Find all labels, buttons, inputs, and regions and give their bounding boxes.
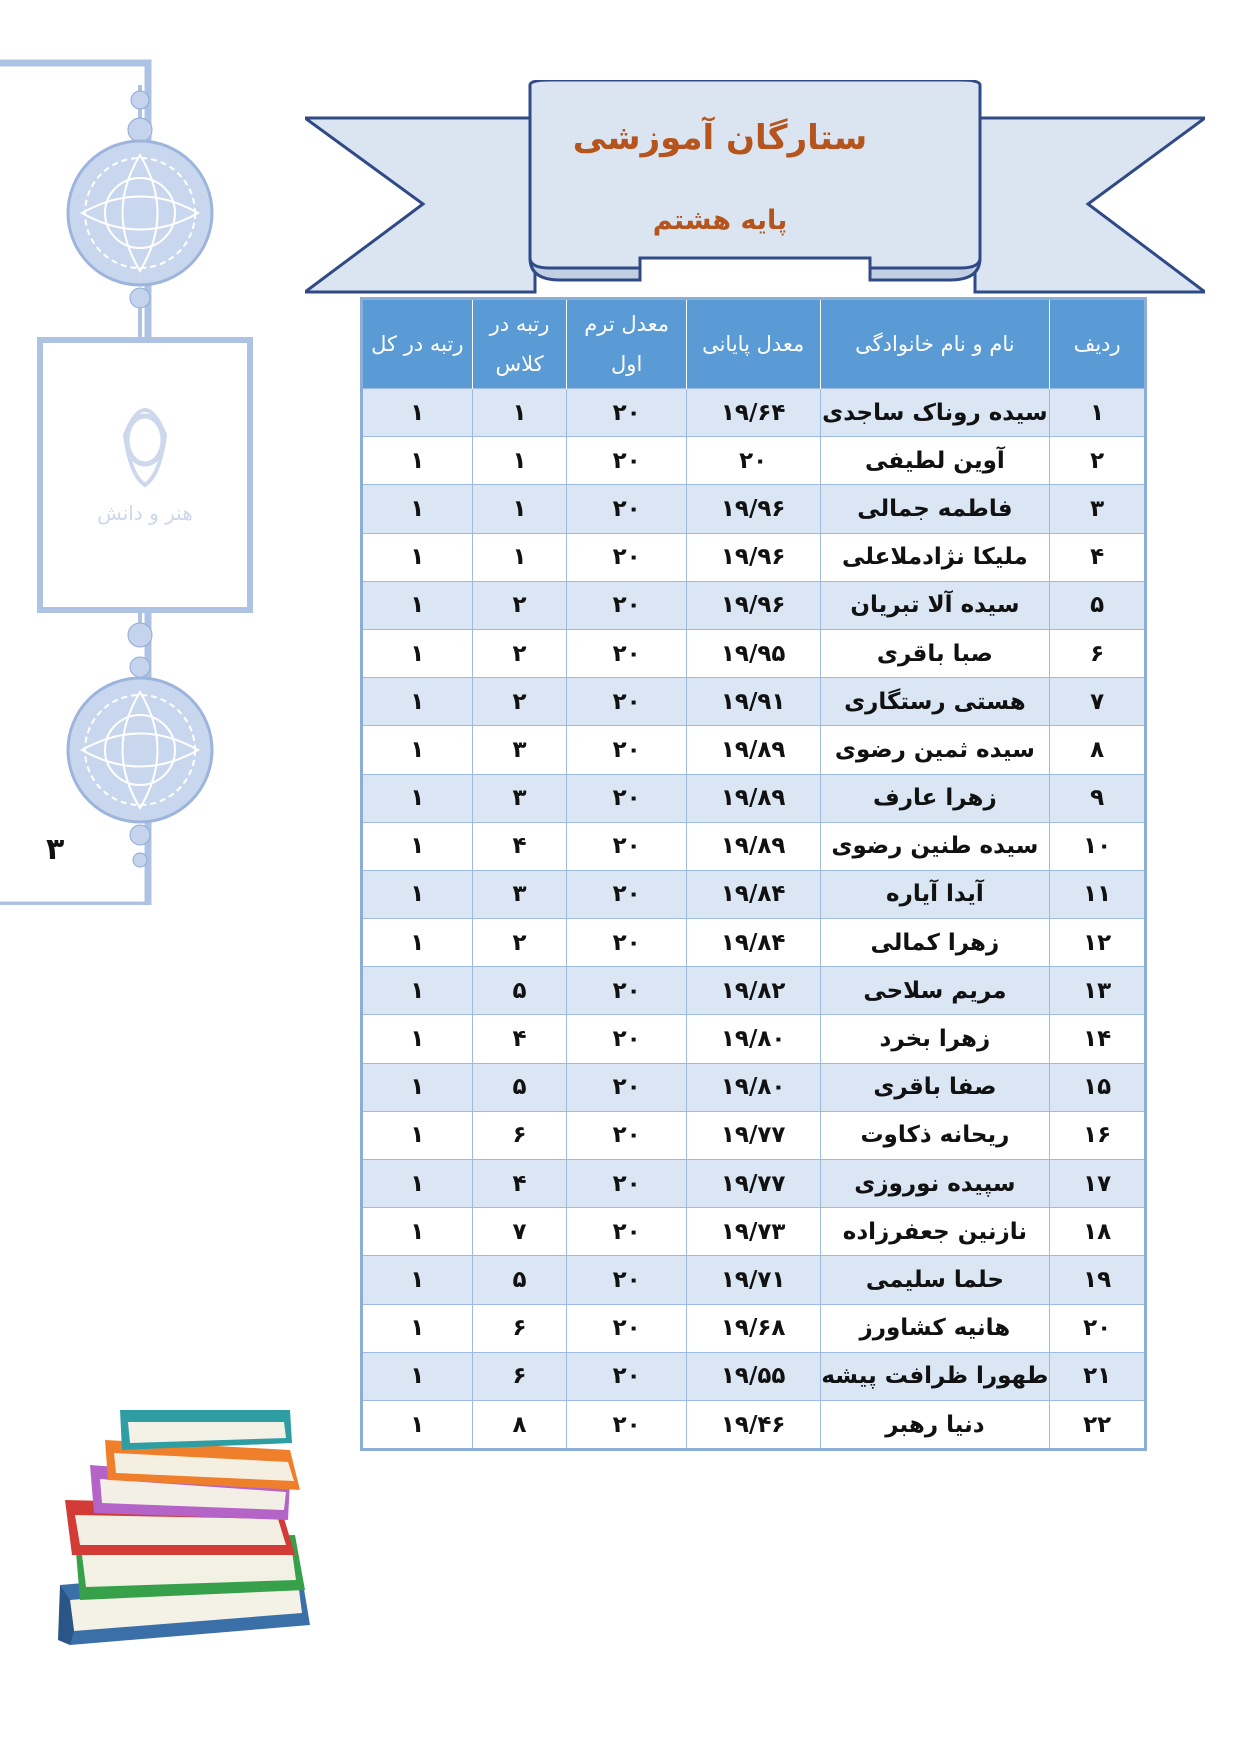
cell-term1-average: ۲۰ (567, 822, 686, 870)
cell-term1-average: ۲۰ (567, 1208, 686, 1256)
cell-name: آوین لطیفی (820, 437, 1050, 485)
cell-total-rank: ۱ (362, 678, 473, 726)
cell-row-number: ۸ (1050, 726, 1146, 774)
cell-final-average: ۱۹/۷۷ (686, 1111, 820, 1159)
cell-total-rank: ۱ (362, 629, 473, 677)
cell-row-number: ۲۰ (1050, 1304, 1146, 1352)
cell-class-rank: ۱ (472, 389, 567, 437)
cell-final-average: ۱۹/۶۸ (686, 1304, 820, 1352)
cell-name: حلما سلیمی (820, 1256, 1050, 1304)
cell-row-number: ۲۱ (1050, 1352, 1146, 1400)
table-row (362, 870, 1146, 918)
cell-name: سیده طنین رضوی (820, 822, 1050, 870)
table-row (362, 1400, 1146, 1449)
cell-name: آیدا آیاره (820, 870, 1050, 918)
table-row (362, 1352, 1146, 1400)
cell-class-rank: ۳ (472, 726, 567, 774)
cell-term1-average: ۲۰ (567, 1063, 686, 1111)
header-name: نام و نام خانوادگی (820, 299, 1050, 389)
cell-total-rank: ۱ (362, 967, 473, 1015)
cell-name: نازنین جعفرزاده (820, 1208, 1050, 1256)
header-class-rank: رتبه در کلاس (472, 299, 567, 389)
cell-term1-average: ۲۰ (567, 1160, 686, 1208)
cell-final-average: ۱۹/۵۵ (686, 1352, 820, 1400)
ornament-medallion-bottom (68, 610, 212, 867)
table-row (362, 967, 1146, 1015)
cell-total-rank: ۱ (362, 437, 473, 485)
cell-total-rank: ۱ (362, 1063, 473, 1111)
cell-row-number: ۱ (1050, 389, 1146, 437)
cell-total-rank: ۱ (362, 1160, 473, 1208)
cell-final-average: ۱۹/۹۶ (686, 581, 820, 629)
table-row (362, 485, 1146, 533)
cell-term1-average: ۲۰ (567, 678, 686, 726)
table-row (362, 533, 1146, 581)
cell-row-number: ۱۹ (1050, 1256, 1146, 1304)
cell-total-rank: ۱ (362, 774, 473, 822)
cell-total-rank: ۱ (362, 1400, 473, 1449)
cell-final-average: ۱۹/۹۱ (686, 678, 820, 726)
cell-final-average: ۱۹/۷۳ (686, 1208, 820, 1256)
cell-class-rank: ۶ (472, 1304, 567, 1352)
cell-total-rank: ۱ (362, 1256, 473, 1304)
cell-total-rank: ۱ (362, 726, 473, 774)
cell-class-rank: ۱ (472, 485, 567, 533)
cell-class-rank: ۴ (472, 1160, 567, 1208)
cell-final-average: ۱۹/۹۵ (686, 629, 820, 677)
cell-total-rank: ۱ (362, 389, 473, 437)
cell-final-average: ۱۹/۴۶ (686, 1400, 820, 1449)
header-row-number: ردیف (1050, 299, 1146, 389)
cell-row-number: ۶ (1050, 629, 1146, 677)
cell-total-rank: ۱ (362, 1304, 473, 1352)
cell-row-number: ۵ (1050, 581, 1146, 629)
cell-row-number: ۹ (1050, 774, 1146, 822)
cell-term1-average: ۲۰ (567, 389, 686, 437)
cell-name: مریم سلاحی (820, 967, 1050, 1015)
cell-class-rank: ۱ (472, 437, 567, 485)
cell-total-rank: ۱ (362, 919, 473, 967)
cell-total-rank: ۱ (362, 1111, 473, 1159)
cell-row-number: ۲۲ (1050, 1400, 1146, 1449)
cell-final-average: ۱۹/۸۴ (686, 870, 820, 918)
table-row (362, 629, 1146, 677)
cell-term1-average: ۲۰ (567, 629, 686, 677)
cell-final-average: ۱۹/۹۶ (686, 485, 820, 533)
cell-final-average: ۱۹/۶۴ (686, 389, 820, 437)
cell-final-average: ۱۹/۸۴ (686, 919, 820, 967)
cell-term1-average: ۲۰ (567, 1352, 686, 1400)
table-row (362, 726, 1146, 774)
cell-total-rank: ۱ (362, 1352, 473, 1400)
cell-final-average: ۱۹/۸۰ (686, 1063, 820, 1111)
cell-final-average: ۱۹/۷۷ (686, 1160, 820, 1208)
cell-term1-average: ۲۰ (567, 870, 686, 918)
table-row (362, 678, 1146, 726)
cell-class-rank: ۵ (472, 1256, 567, 1304)
cell-name: سپیده نوروزی (820, 1160, 1050, 1208)
cell-name: زهرا عارف (820, 774, 1050, 822)
table-row (362, 822, 1146, 870)
table-row (362, 581, 1146, 629)
table-header-row (362, 299, 1146, 389)
cell-row-number: ۱۵ (1050, 1063, 1146, 1111)
cell-final-average: ۱۹/۸۲ (686, 967, 820, 1015)
cell-class-rank: ۲ (472, 919, 567, 967)
cell-total-rank: ۱ (362, 533, 473, 581)
cell-final-average: ۱۹/۸۹ (686, 726, 820, 774)
cell-class-rank: ۲ (472, 629, 567, 677)
page-title: ستارگان آموزشی (572, 118, 868, 158)
table-row (362, 1208, 1146, 1256)
cell-total-rank: ۱ (362, 870, 473, 918)
cell-term1-average: ۲۰ (567, 1111, 686, 1159)
cell-name: صبا باقری (820, 629, 1050, 677)
cell-row-number: ۴ (1050, 533, 1146, 581)
cell-name: فاطمه جمالی (820, 485, 1050, 533)
cell-term1-average: ۲۰ (567, 1304, 686, 1352)
cell-class-rank: ۲ (472, 678, 567, 726)
cell-total-rank: ۱ (362, 485, 473, 533)
cell-row-number: ۱۴ (1050, 1015, 1146, 1063)
svg-text:هنر و دانش: هنر و دانش (97, 501, 193, 525)
ornament-medallion-top (68, 85, 212, 340)
cell-row-number: ۳ (1050, 485, 1146, 533)
table-row (362, 774, 1146, 822)
cell-term1-average: ۲۰ (567, 726, 686, 774)
cell-term1-average: ۲۰ (567, 581, 686, 629)
header-term1-average: معدل ترم اول (567, 299, 686, 389)
title-banner (305, 80, 1205, 295)
cell-class-rank: ۴ (472, 1015, 567, 1063)
cell-final-average: ۱۹/۹۶ (686, 533, 820, 581)
ranking-table (360, 297, 1147, 1451)
cell-row-number: ۷ (1050, 678, 1146, 726)
table-row (362, 1063, 1146, 1111)
cell-name: صفا باقری (820, 1063, 1050, 1111)
table-row (362, 1304, 1146, 1352)
cell-class-rank: ۳ (472, 774, 567, 822)
cell-term1-average: ۲۰ (567, 1400, 686, 1449)
cell-class-rank: ۷ (472, 1208, 567, 1256)
cell-row-number: ۱۸ (1050, 1208, 1146, 1256)
cell-name: دنیا رهبر (820, 1400, 1050, 1449)
cell-row-number: ۱۳ (1050, 967, 1146, 1015)
cell-final-average: ۱۹/۸۰ (686, 1015, 820, 1063)
cell-class-rank: ۶ (472, 1111, 567, 1159)
cell-final-average: ۱۹/۸۹ (686, 822, 820, 870)
cell-name: ملیکا نژادملاعلی (820, 533, 1050, 581)
cell-term1-average: ۲۰ (567, 485, 686, 533)
cell-total-rank: ۱ (362, 581, 473, 629)
cell-row-number: ۱۱ (1050, 870, 1146, 918)
cell-class-rank: ۳ (472, 870, 567, 918)
cell-row-number: ۱۶ (1050, 1111, 1146, 1159)
cell-class-rank: ۱ (472, 533, 567, 581)
cell-final-average: ۲۰ (686, 437, 820, 485)
cell-name: زهرا کمالی (820, 919, 1050, 967)
cell-class-rank: ۸ (472, 1400, 567, 1449)
cell-row-number: ۱۷ (1050, 1160, 1146, 1208)
table-row (362, 1111, 1146, 1159)
cell-name: ریحانه ذکاوت (820, 1111, 1050, 1159)
cell-row-number: ۲ (1050, 437, 1146, 485)
page-subtitle: پایه هشتم (652, 205, 788, 236)
cell-name: هانیه کشاورز (820, 1304, 1050, 1352)
header-total-rank: رتبه در کل (362, 299, 473, 389)
table-row (362, 919, 1146, 967)
cell-total-rank: ۱ (362, 822, 473, 870)
table-row (362, 1256, 1146, 1304)
cell-class-rank: ۲ (472, 581, 567, 629)
cell-class-rank: ۵ (472, 1063, 567, 1111)
cell-name: زهرا بخرد (820, 1015, 1050, 1063)
page-number: ۳ (46, 832, 65, 867)
cell-name: سیده ثمین رضوی (820, 726, 1050, 774)
cell-term1-average: ۲۰ (567, 437, 686, 485)
cell-term1-average: ۲۰ (567, 533, 686, 581)
cell-name: سیده روناک ساجدی (820, 389, 1050, 437)
cell-term1-average: ۲۰ (567, 1015, 686, 1063)
cell-term1-average: ۲۰ (567, 1256, 686, 1304)
cell-term1-average: ۲۰ (567, 774, 686, 822)
table-body (362, 389, 1146, 1450)
cell-class-rank: ۶ (472, 1352, 567, 1400)
table-row (362, 437, 1146, 485)
cell-term1-average: ۲۰ (567, 919, 686, 967)
header-final-average: معدل پایانی (686, 299, 820, 389)
table-row (362, 1015, 1146, 1063)
books-illustration (50, 1395, 345, 1645)
cell-class-rank: ۴ (472, 822, 567, 870)
cell-class-rank: ۵ (472, 967, 567, 1015)
cell-name: طهورا ظرافت پیشه (820, 1352, 1050, 1400)
cell-term1-average: ۲۰ (567, 967, 686, 1015)
cell-total-rank: ۱ (362, 1208, 473, 1256)
decorative-frame (0, 55, 270, 905)
cell-row-number: ۱۰ (1050, 822, 1146, 870)
table-row (362, 389, 1146, 437)
cell-final-average: ۱۹/۸۹ (686, 774, 820, 822)
table-row (362, 1160, 1146, 1208)
cell-total-rank: ۱ (362, 1015, 473, 1063)
cell-name: سیده آلا تبریان (820, 581, 1050, 629)
cell-row-number: ۱۲ (1050, 919, 1146, 967)
cell-final-average: ۱۹/۷۱ (686, 1256, 820, 1304)
cell-name: هستی رستگاری (820, 678, 1050, 726)
